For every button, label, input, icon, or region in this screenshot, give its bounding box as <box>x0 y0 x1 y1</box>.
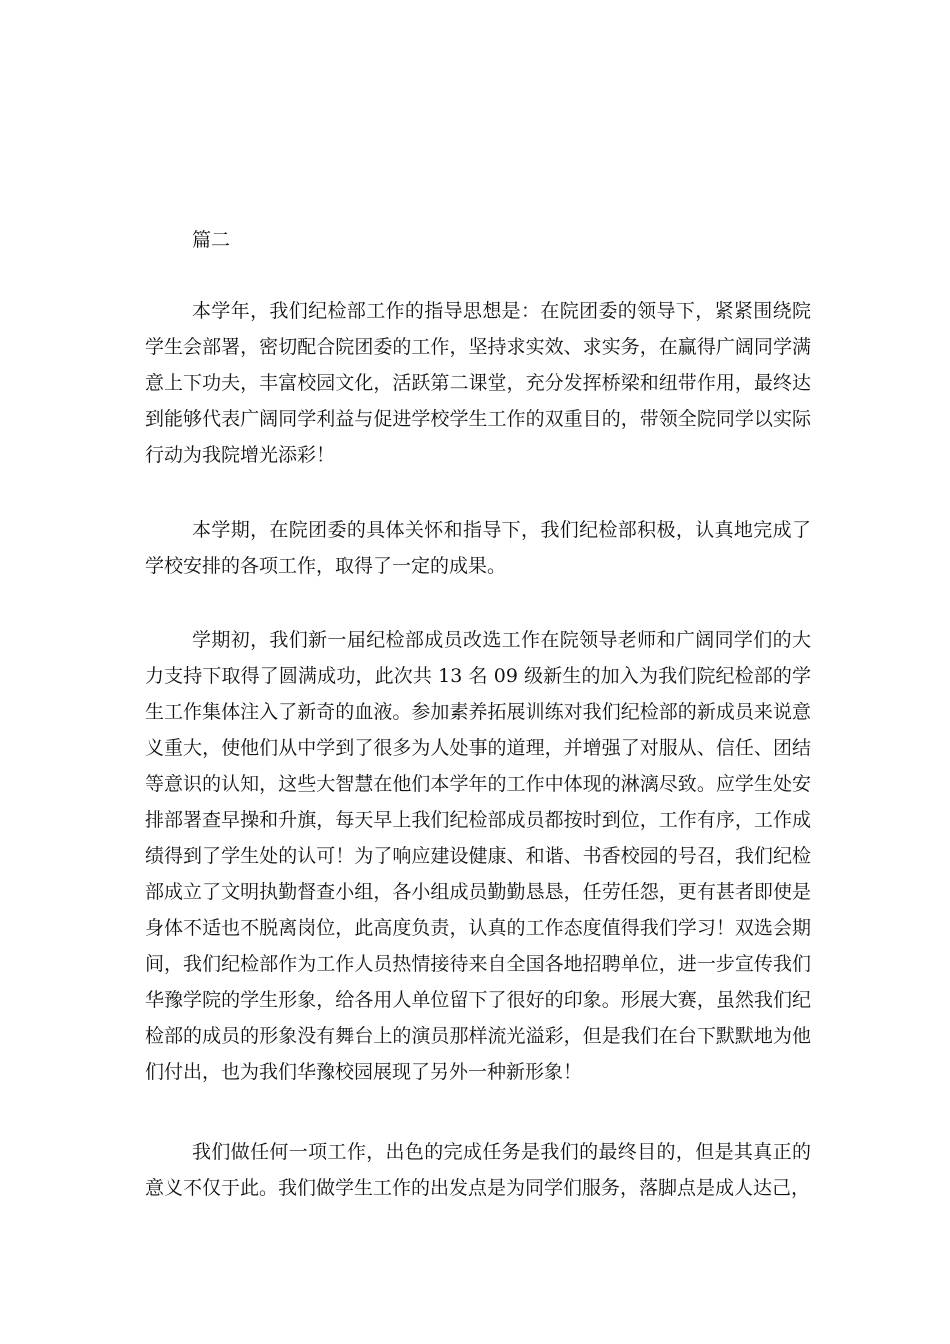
paragraph-semester-activities: 学期初，我们新一届纪检部成员改选工作在院领导老师和广阔同学们的大力支持下取得了圆满成功，此次共 13 名 09 级新生的加入为我们院纪检部的学生工作集体注入了新奇的血液。参加素养拓展训练对我们纪检部的新成员来说意义重大，使他们从中学到了很多为人处事的道理，并增强了对服从、信任、团结等意识的认知，这些大智慧在他们本学年的工作中体现的淋漓尽致。应学生处安排部署查早操和升旗，每天早上我们纪检部成员都按时到位，工作有序，工作成绩得到了学生处的认可！为了响应建设健康、和谐、书香校园的号召，我们纪检部成立了文明执勤督查小组，各小组成员勤勤恳恳，任劳任怨，更有甚者即使是身体不适也不脱离岗位，此高度负责，认真的工作态度值得我们学习！双选会期间，我们纪检部作为工作人员热情接待来自全国各地招聘单位，进一步宣传我们华豫学院的学生形象，给各用人单位留下了很好的印象。形展大赛，虽然我们纪检部的成员的形象没有舞台上的演员那样流光溢彩，但是我们在台下默默地为他们付出，也为我们华豫校园展现了另外一种新形象！ <box>145 629 811 1083</box>
section-heading: 篇二 <box>192 229 231 251</box>
paragraph-work-purpose: 我们做任何一项工作，出色的完成任务是我们的最终目的，但是其真正的意义不仅于此。我们做学生工作的出发点是为同学们服务，落脚点是成人达己， <box>145 1141 811 1199</box>
paragraph-guiding-ideology: 本学年，我们纪检部工作的指导思想是：在院团委的领导下，紧紧围绕院学生会部署，密切配合院团委的工作，坚持求实效、求实务，在赢得广阔同学满意上下功夫，丰富校园文化，活跃第二课堂，充分发挥桥梁和纽带作用，最终达到能够代表广阔同学利益与促进学校学生工作的双重目的，带领全院同学以实际行动为我院增光添彩！ <box>145 300 811 466</box>
paragraph-semester-summary: 本学期，在院团委的具体关怀和指导下，我们纪检部积极，认真地完成了学校安排的各项工作，取得了一定的成果。 <box>145 519 811 577</box>
